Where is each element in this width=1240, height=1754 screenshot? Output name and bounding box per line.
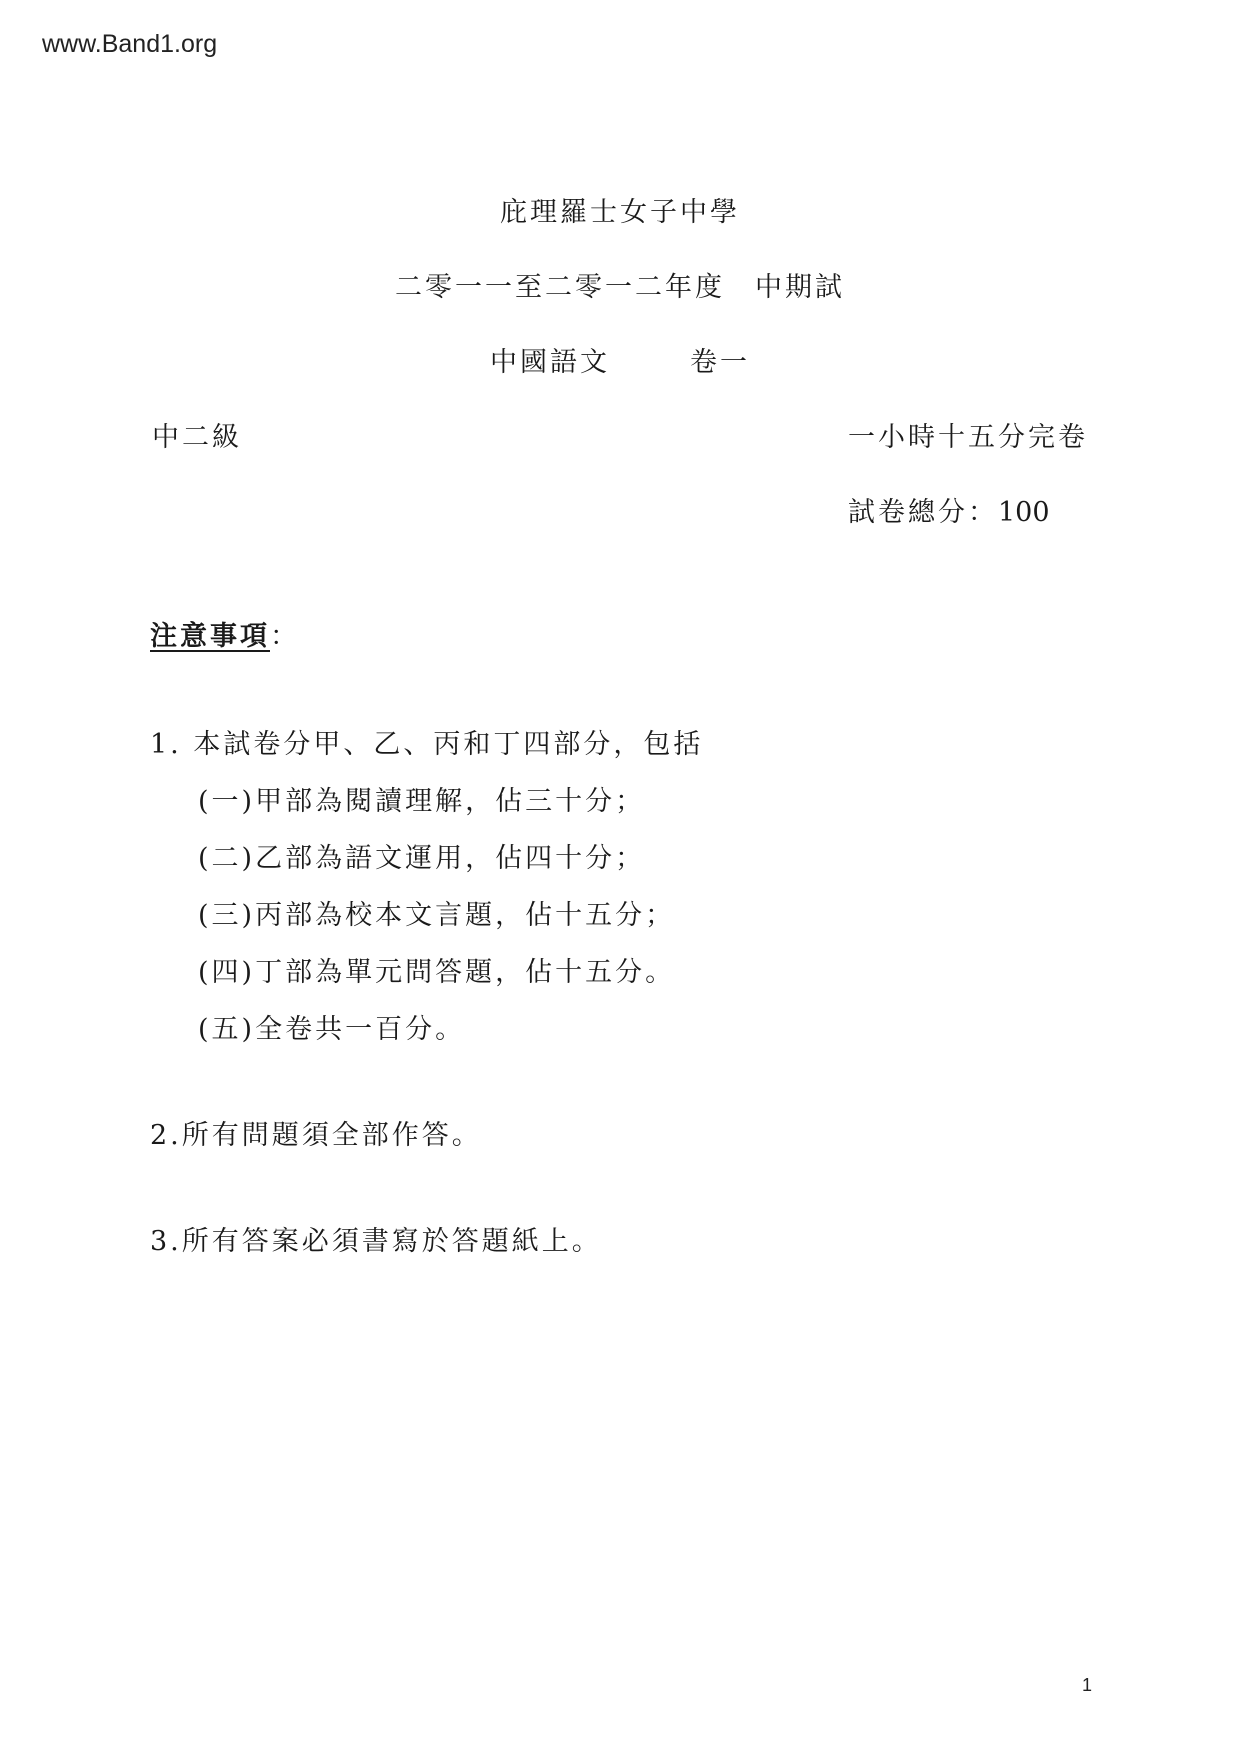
paper-title — [0, 340, 1240, 379]
total-score-value: 100 — [998, 497, 1050, 528]
subject: 中國語文 — [490, 347, 610, 378]
total-score — [848, 490, 1050, 529]
school-year: 二零一一至二零一二年度 — [395, 272, 725, 303]
notice-subitem-5: (五)全卷共一百分。 — [198, 1014, 466, 1045]
notice-subitem-2: (二)乙部為語文運用，佔四十分； — [198, 843, 646, 874]
notice-heading — [150, 614, 300, 653]
total-score-label: 試卷總分： — [848, 497, 998, 528]
school-name: 庇理羅士女子中學 — [500, 197, 740, 228]
notice-item-2: 2.所有問題須全部作答。 — [150, 1120, 482, 1151]
exam-type: 中期試 — [755, 272, 845, 303]
grade: 中二級 — [152, 422, 242, 453]
page-number: 1 — [1081, 1675, 1092, 1695]
notice-heading-text: 注意事項 — [150, 621, 270, 652]
notice-subitem-4: (四)丁部為單元問答題，佔十五分。 — [198, 957, 676, 988]
notice-subitem-1: (一)甲部為閱讀理解，佔三十分； — [198, 786, 646, 817]
notice-subitem-3: (三)丙部為校本文言題，佔十五分； — [198, 900, 676, 931]
exam-title — [0, 265, 1240, 304]
notice-item-1: 1. 本試卷分甲、乙、丙和丁四部分，包括 — [150, 729, 704, 760]
duration: 一小時十五分完卷 — [848, 422, 1088, 453]
watermark-url: www.Band1.org — [42, 30, 218, 58]
notice-item-3: 3.所有答案必須書寫於答題紙上。 — [150, 1226, 602, 1257]
notice-heading-colon: ： — [270, 621, 300, 652]
paper-number: 卷一 — [690, 347, 750, 378]
